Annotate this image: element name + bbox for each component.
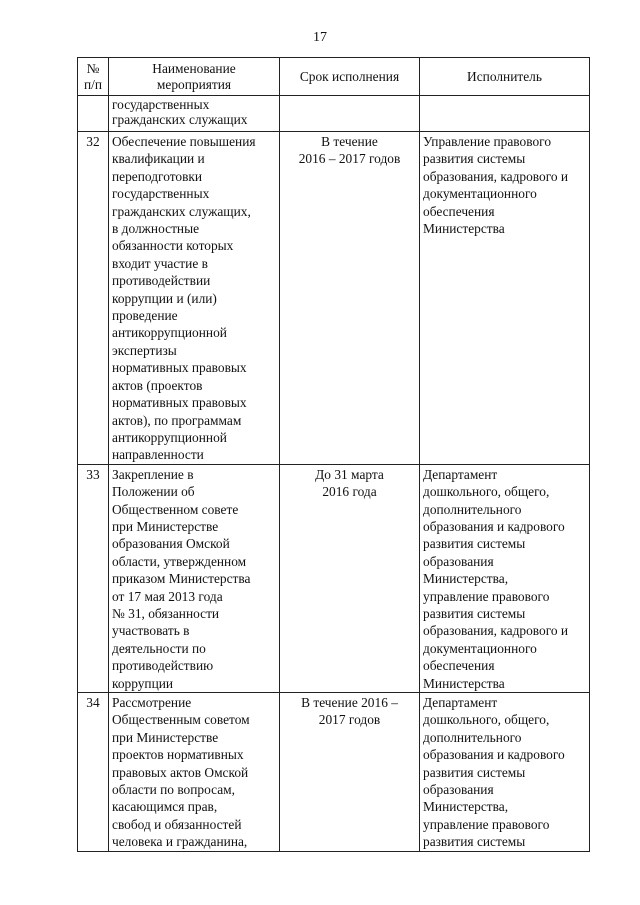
cell-text-line: актов), по программам	[112, 412, 242, 428]
cell-text-line: В течение 2016 –	[301, 695, 398, 710]
header-number: № п/п	[78, 58, 109, 96]
row-name	[109, 693, 280, 852]
table-row	[78, 693, 590, 852]
cell-text-line: проведение	[112, 308, 178, 324]
cell-text-line: Министерства	[423, 221, 505, 237]
cell-text-line: нормативных правовых	[112, 395, 247, 411]
cell-text-line: дошкольного, общего,	[423, 712, 550, 728]
cell-text-line: обеспечения	[423, 658, 495, 674]
cell-text-line: Министерства	[423, 675, 505, 691]
cell-text-line: Управление правового	[423, 134, 552, 149]
cell-text-line: квалификации и	[112, 151, 205, 167]
cell-text-line: проектов нормативных	[112, 747, 244, 763]
table-row	[78, 464, 590, 692]
row-executor	[420, 693, 590, 852]
cell-text-line: коррупции и (или)	[112, 290, 217, 306]
cell-text-line: обязанности которых	[112, 238, 234, 254]
cell-text-line: гражданских служащих,	[112, 203, 251, 219]
cell-text-line: коррупции	[112, 675, 174, 691]
cell-text-line: образования, кадрового и	[423, 168, 569, 184]
header-term: Срок исполнения	[280, 58, 420, 96]
cell-text-line: экспертизы	[112, 342, 177, 358]
cell-text-line: Закрепление в	[112, 466, 194, 482]
page-number: 17	[313, 30, 327, 45]
cell-text-line: при Министерстве	[112, 518, 219, 534]
cell-text-line: в должностные	[112, 221, 200, 237]
cell-text-line: образования, кадрового и	[423, 623, 569, 639]
table-header-row	[78, 58, 590, 96]
row-term	[280, 693, 420, 852]
cell-text-line: В течение	[321, 134, 378, 149]
cell-text-line: области, утвержденном	[112, 553, 247, 569]
header-executor: Исполнитель	[420, 58, 590, 96]
cell-text-line: документационного	[423, 640, 537, 656]
cell-text-line: Обеспечение повышения	[112, 134, 256, 149]
cell-text-line: Министерства,	[423, 799, 509, 815]
cell-text-line: образования	[423, 782, 494, 798]
cell-text-line: правовых актов Омской	[112, 764, 249, 780]
cell-text-line: области по вопросам,	[112, 782, 236, 798]
cell-text-line: противодействии	[112, 273, 211, 289]
cell-text-line: образования и кадрового	[423, 518, 565, 534]
cell-text-line: нормативных правовых	[112, 360, 247, 376]
cell-text-line: образования Омской	[112, 536, 230, 552]
cell-text-line: До 31 марта	[315, 466, 384, 482]
table-row-continuation	[78, 96, 590, 132]
cell-text-line: участвовать в	[112, 623, 190, 639]
cell-text-line: управление правового	[423, 816, 550, 832]
cell-text-line: Общественным советом	[112, 712, 250, 728]
continuation-num	[78, 96, 109, 132]
header-name: Наименование мероприятия	[109, 58, 280, 96]
cell-text-line: управление правового	[423, 588, 550, 604]
cell-text-line: государственных	[112, 186, 210, 202]
cell-text-line: документационного	[423, 186, 537, 202]
cell-text-line: свобод и обязанностей	[112, 816, 242, 832]
row-number: 32	[78, 132, 109, 465]
cell-text-line: актов (проектов	[112, 377, 203, 393]
cell-text-line: от 17 мая 2013 года	[112, 588, 223, 604]
cell-text-line: Департамент	[423, 466, 498, 482]
continuation-term	[280, 96, 420, 132]
continuation-name: государственных гражданских служащих	[109, 96, 280, 132]
cell-text-line: переподготовки	[112, 168, 203, 184]
table-row	[78, 132, 590, 465]
cell-text-line: Министерства,	[423, 571, 509, 587]
measures-table	[77, 57, 590, 852]
cell-text-line: дополнительного	[423, 729, 522, 745]
cell-text-line: антикоррупционной	[112, 429, 227, 445]
cell-text-line: антикоррупционной	[112, 325, 227, 341]
cell-text-line: развития системы	[423, 834, 526, 850]
cell-text-line: дополнительного	[423, 501, 522, 517]
cell-text-line: Департамент	[423, 695, 498, 710]
row-executor	[420, 464, 590, 692]
row-name	[109, 464, 280, 692]
cell-text-line: человека и гражданина,	[112, 834, 248, 850]
cell-text-line: № 31, обязанности	[112, 605, 220, 621]
cell-text-line: 2016 – 2017 годов	[298, 151, 401, 167]
cell-text-line: 2017 годов	[318, 712, 381, 728]
cell-text-line: касающимся прав,	[112, 799, 218, 815]
cell-text-line: входит участие в	[112, 255, 208, 271]
cell-text-line: развития системы	[423, 605, 526, 621]
cell-text-line: при Министерстве	[112, 729, 219, 745]
cell-text-line: направленности	[112, 447, 204, 463]
row-executor	[420, 132, 590, 465]
row-number: 34	[78, 693, 109, 852]
cell-text-line: образования	[423, 553, 494, 569]
row-name	[109, 132, 280, 465]
cell-text-line: Рассмотрение	[112, 695, 192, 710]
cell-text-line: образования и кадрового	[423, 747, 565, 763]
cell-text-line: дошкольного, общего,	[423, 484, 550, 500]
cell-text-line: развития системы	[423, 764, 526, 780]
row-number: 33	[78, 464, 109, 692]
cell-text-line: приказом Министерства	[112, 571, 251, 587]
cell-text-line: деятельности по	[112, 640, 206, 656]
cell-text-line: 2016 года	[322, 484, 377, 500]
cell-text-line: Общественном совете	[112, 501, 239, 517]
row-term	[280, 464, 420, 692]
row-term	[280, 132, 420, 465]
cell-text-line: развития системы	[423, 536, 526, 552]
continuation-executor	[420, 96, 590, 132]
cell-text-line: развития системы	[423, 151, 526, 167]
cell-text-line: противодействию	[112, 658, 214, 674]
cell-text-line: Положении об	[112, 484, 195, 500]
cell-text-line: обеспечения	[423, 203, 495, 219]
